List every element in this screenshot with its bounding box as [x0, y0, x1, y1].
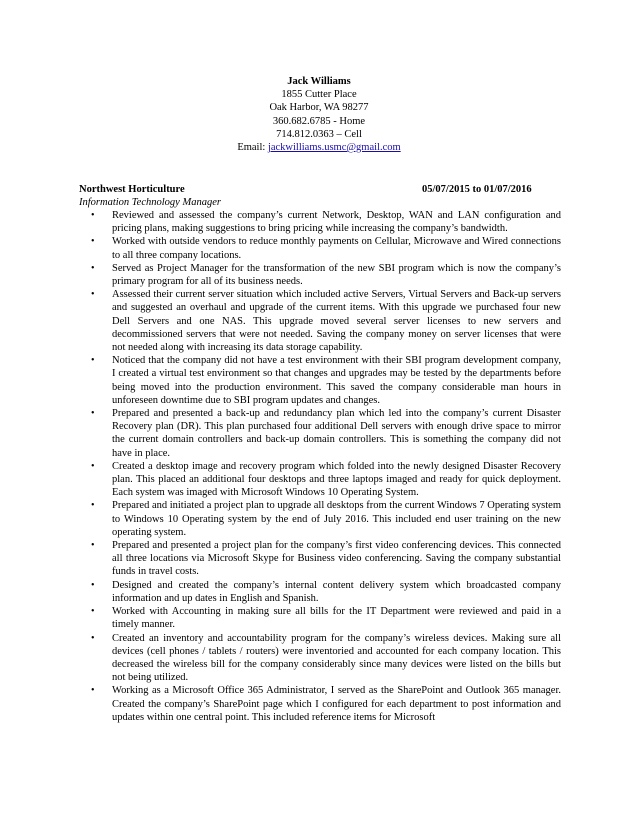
- duty-text: Reviewed and assessed the company’s current Network, Desktop, WAN and LAN configuration and pricing plans, making suggestions to bring pricing while increasing the company’s bandwidth.: [112, 210, 561, 235]
- cell-phone: 714.812.0363 – Cell: [276, 128, 362, 140]
- list-item: [91, 605, 561, 631]
- duty-text: Assessed their current server situation which included active Servers, Virtual Servers and Back-up servers and suggested an overhaul and upgrade of the current items. With this upgrade we purchased four new Dell Servers and one NAS. This upgrade moved several server licenses to new servers and decommissioned servers that were not needed. Saving the company money on server licenses that were not needed along with increasing its data storage capability.: [112, 289, 561, 354]
- bullet-icon: •: [91, 236, 95, 248]
- email-line: [0, 141, 638, 154]
- list-item: [91, 354, 561, 407]
- contact-header: [0, 75, 638, 154]
- employment-dates: 05/07/2015 to 01/07/2016: [422, 184, 532, 195]
- list-item: [91, 288, 561, 354]
- email-label: Email:: [237, 142, 268, 154]
- home-phone: 360.682.6785 - Home: [272, 115, 366, 127]
- job-title: Information Technology Manager: [79, 197, 221, 209]
- bullet-icon: •: [91, 460, 95, 472]
- list-item: [91, 407, 561, 460]
- bullet-icon: •: [91, 262, 95, 274]
- list-item: [91, 539, 561, 579]
- list-item: [91, 460, 561, 500]
- list-item: [91, 499, 561, 539]
- bullet-icon: •: [91, 606, 95, 618]
- duty-text: Worked with outside vendors to reduce monthly payments on Cellular, Microwave and Wired connections to all three company locations.: [112, 236, 561, 261]
- candidate-name: Jack Williams: [287, 76, 351, 87]
- bullet-icon: •: [91, 632, 95, 644]
- bullet-icon: •: [91, 408, 95, 420]
- bullet-icon: •: [91, 579, 95, 591]
- list-item: [91, 579, 561, 605]
- list-item: [91, 632, 561, 685]
- bullet-icon: •: [91, 685, 95, 697]
- list-item: [91, 262, 561, 288]
- bullet-icon: •: [91, 355, 95, 367]
- list-item: [91, 235, 561, 261]
- email-link[interactable]: jackwilliams.usmc@gmail.com: [267, 142, 401, 154]
- duty-text: Designed and created the company’s internal content delivery system which broadcasted company information and up dates in English and Spanish.: [112, 579, 561, 604]
- duty-text: Created a desktop image and recovery program which folded into the newly designed Disaster Recovery plan. This placed an additional four desktops and three laptops imaged and ready for quick deployment. Each system was imaged with Microsoft Windows 10 Operating System.: [112, 460, 561, 499]
- job-heading: [79, 183, 559, 209]
- company-name: Northwest Horticulture: [79, 184, 185, 195]
- duty-text: Prepared and presented a back-up and redundancy plan which led into the company’s current Disaster Recovery plan (DR). This plan purchased four additional Dell servers with enough drive space to mirror the current domain controllers and back-up domain controllers. This is something the company did not have in place.: [112, 408, 561, 459]
- bullet-icon: •: [91, 210, 95, 221]
- bullet-icon: •: [91, 540, 95, 552]
- duty-text: Prepared and initiated a project plan to upgrade all desktops from the current Windows 7 Operating system to Windows 10 Operating system by the end of July 2016. This included end user training on the new operating system.: [112, 500, 562, 538]
- duty-text: Noticed that the company did not have a test environment with their SBI program development company, I created a virtual test environment so that changes and upgrades may be tested by the departments before being moved into the production environment. This saved the company considerable man hours in unforeseen downtime due to SBI program updates and changes.: [112, 355, 561, 406]
- list-item: [91, 684, 561, 724]
- bullet-icon: •: [91, 289, 95, 301]
- job-company-row: [79, 183, 559, 196]
- city-state-zip: Oak Harbor, WA 98277: [269, 102, 369, 114]
- duty-text: Created an inventory and accountability program for the company’s wireless devices. Making sure all devices (cell phones / tablets / routers) were inventoried and accounted for each company location. This decreased the wireless bill for the company considerably since many devices were listed on the bills but not being utilized.: [112, 632, 561, 684]
- duties-list: [91, 209, 561, 724]
- bullet-icon: •: [91, 500, 95, 512]
- list-item: [91, 209, 561, 235]
- duty-text: Prepared and presented a project plan for the company’s first video conferencing devices. This connected all three locations via Microsoft Skype for Business video conferencing. Saving the company substantial funds in travel costs.: [112, 540, 561, 578]
- duty-text: Served as Project Manager for the transformation of the new SBI program which is now the company’s primary program for all of its business needs.: [112, 262, 561, 288]
- duty-text: Working as a Microsoft Office 365 Administrator, I served as the SharePoint and Outlook 365 manager. Created the company’s SharePoint page which I configured for each department to post information and updates within one central point. This included reference items for Microsoft: [112, 685, 561, 723]
- street-address: 1855 Cutter Place: [281, 89, 357, 101]
- duty-text: Worked with Accounting in making sure all bills for the IT Department were reviewed and paid in a timely manner.: [112, 606, 561, 631]
